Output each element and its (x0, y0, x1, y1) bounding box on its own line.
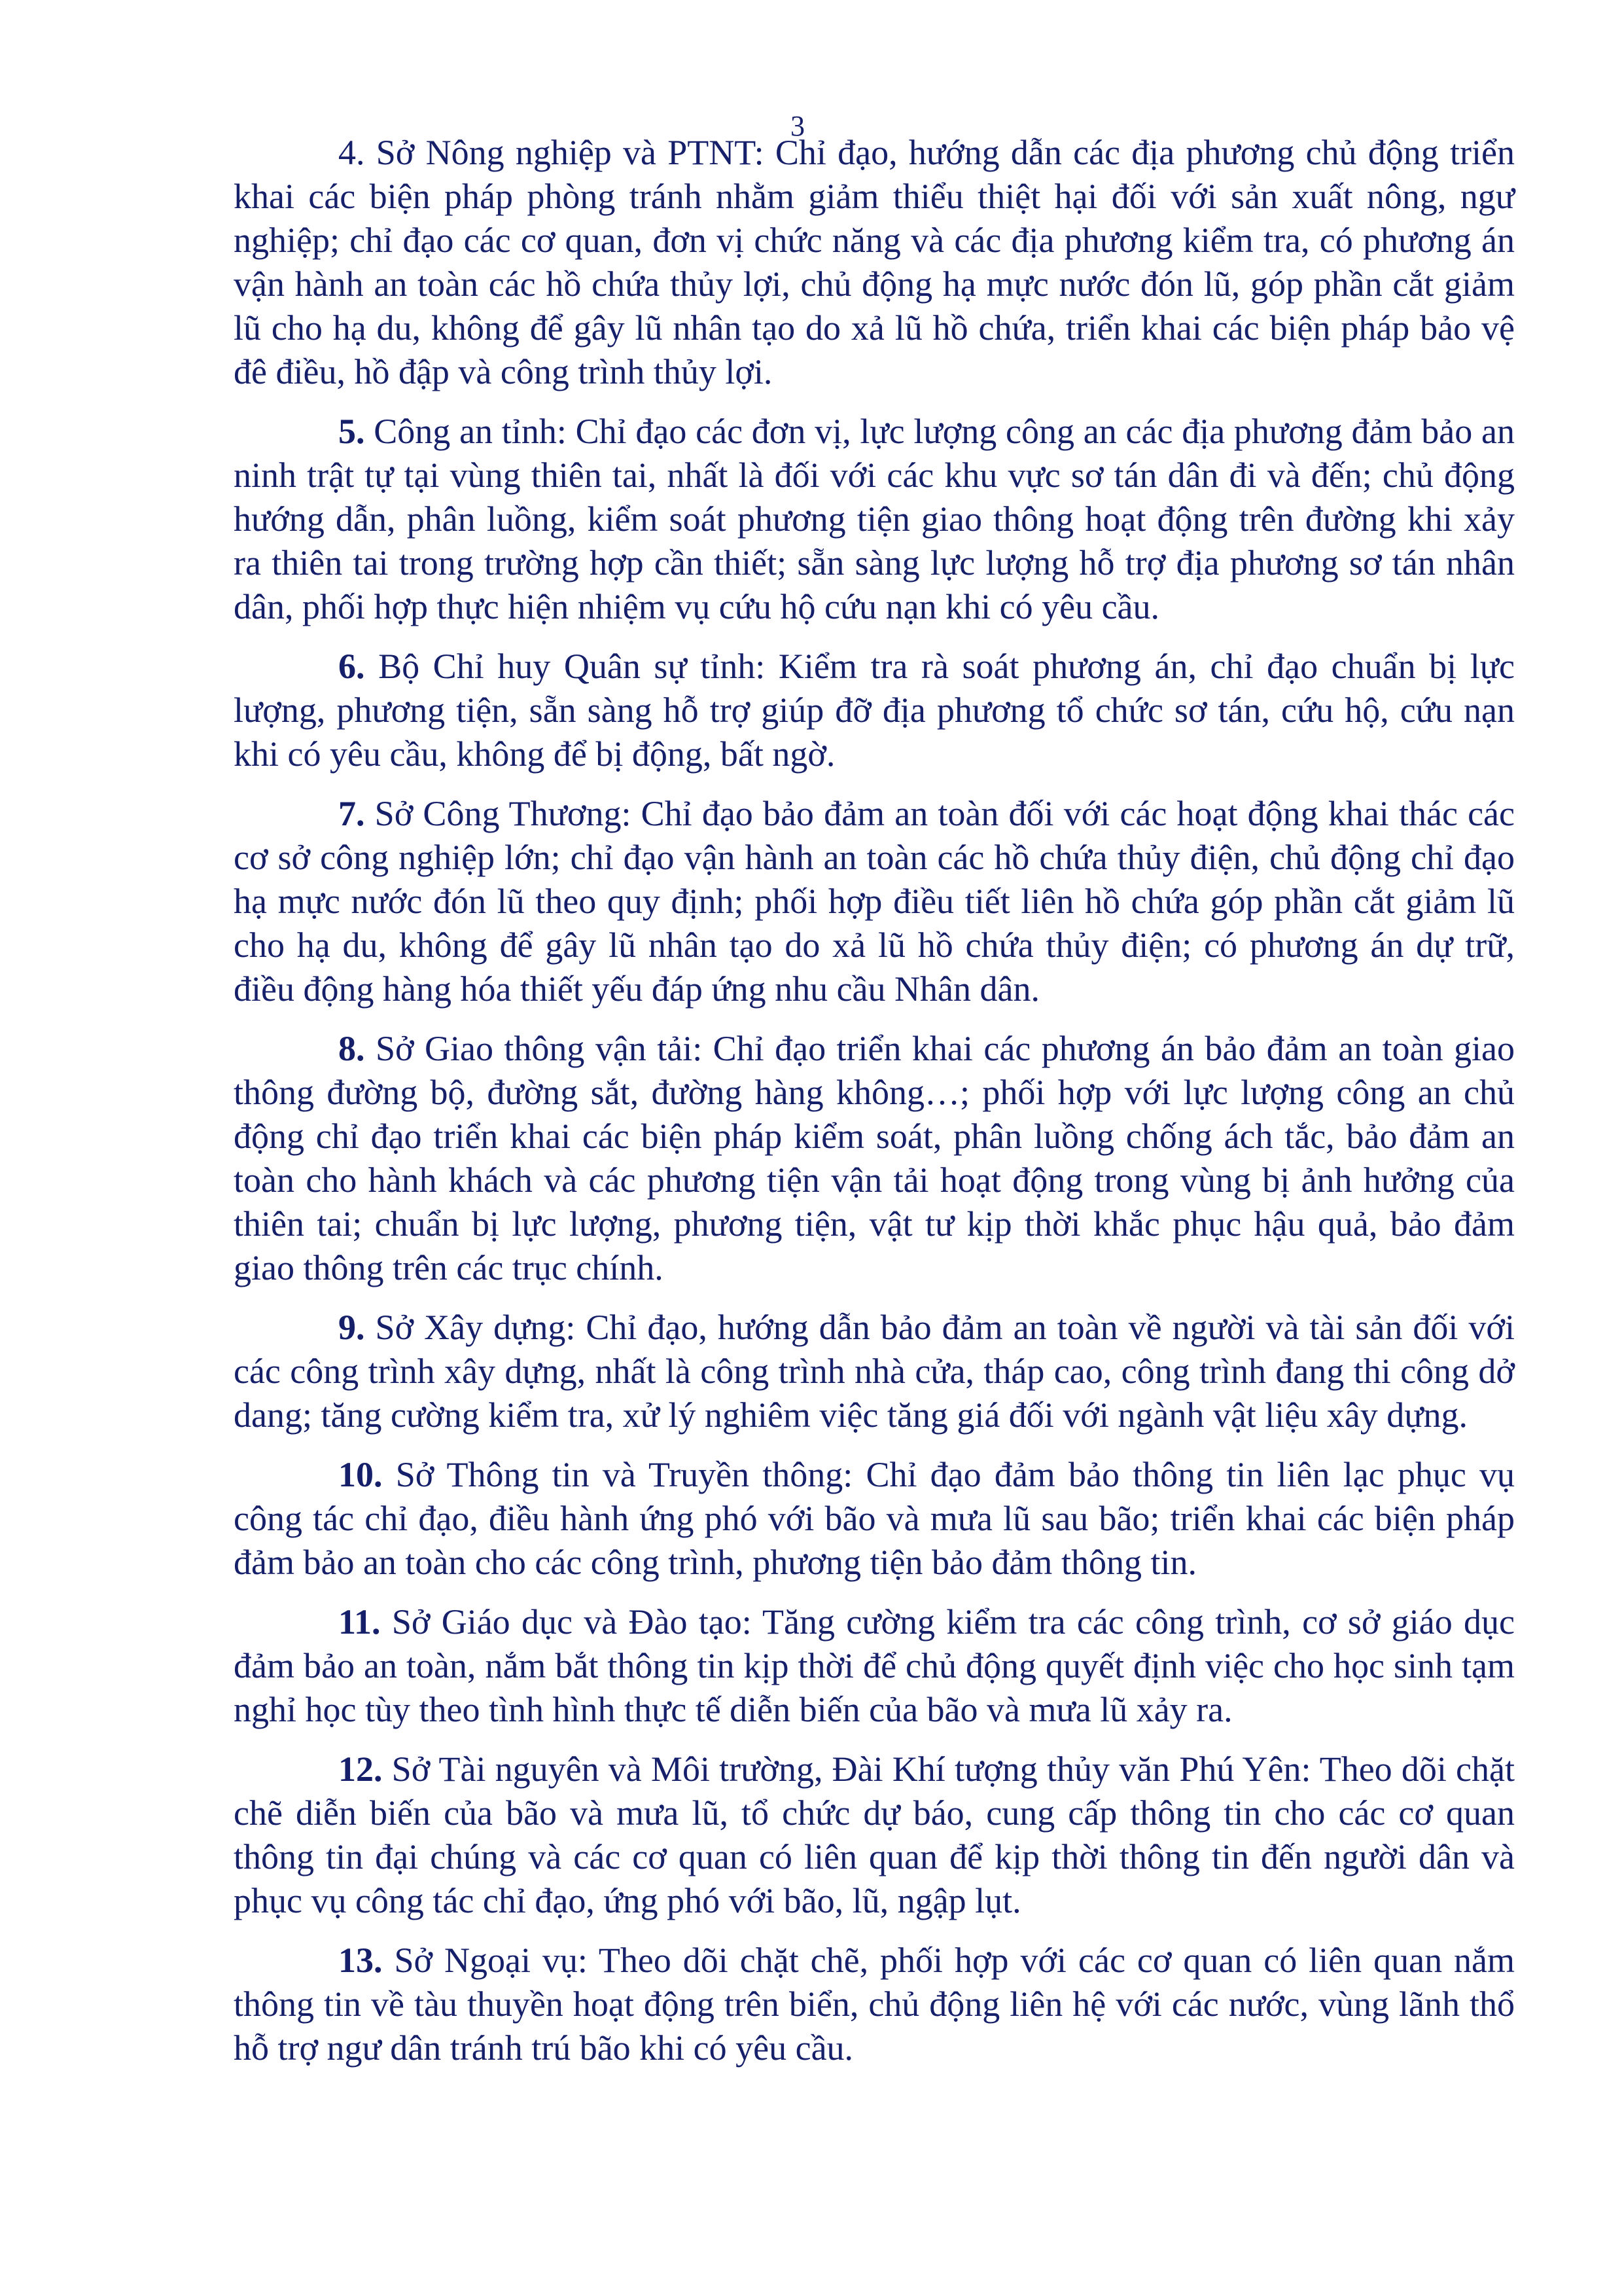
item-number: 10. (338, 1455, 383, 1494)
item-number: 12. (338, 1749, 383, 1789)
paragraph-item-7 (234, 792, 1515, 1011)
paragraph-item-11 (234, 1600, 1515, 1732)
item-number: 6. (338, 647, 365, 686)
paragraph-item-13 (234, 1939, 1515, 2070)
item-text: Sở Giao thông vận tải: Chỉ đạo triển khai các phương án bảo đảm an toàn giao thông đường bộ, đường sắt, đường hàng không…; phối hợp với lực lượng công an chủ động chỉ đạo triển khai các biện pháp kiểm soát, phân luồng chống ách tắc, bảo đảm an toàn cho hành khách và các phương tiện vận tải hoạt động trong vùng bị ảnh hưởng của thiên tai; chuẩn bị lực lượng, phương tiện, vật tư kịp thời khắc phục hậu quả, bảo đảm giao thông trên các trục chính. (234, 1029, 1515, 1287)
paragraph-item-4 (234, 131, 1515, 394)
item-number: 7. (338, 794, 365, 833)
item-text: Sở Công Thương: Chỉ đạo bảo đảm an toàn đối với các hoạt động khai thác các cơ sở công nghiệp lớn; chỉ đạo vận hành an toàn các hồ chứa thủy điện, chủ động chỉ đạo hạ mực nước đón lũ theo quy định; phối hợp điều tiết liên hồ chứa góp phần cắt giảm lũ cho hạ du, không để gây lũ nhân tạo do xả lũ hồ chứa thủy điện; có phương án dự trữ, điều động hàng hóa thiết yếu đáp ứng nhu cầu Nhân dân. (234, 794, 1515, 1009)
item-text: Sở Xây dựng: Chỉ đạo, hướng dẫn bảo đảm an toàn về người và tài sản đối với các công trình xây dựng, nhất là công trình nhà cửa, tháp cao, công trình đang thi công dở dang; tăng cường kiểm tra, xử lý nghiêm việc tăng giá đối với ngành vật liệu xây dựng. (234, 1308, 1515, 1435)
item-number: 5. (338, 412, 365, 451)
item-number: 8. (338, 1029, 365, 1068)
paragraph-item-8 (234, 1027, 1515, 1290)
item-text: Sở Thông tin và Truyền thông: Chỉ đạo đảm bảo thông tin liên lạc phục vụ công tác chỉ đạo, điều hành ứng phó với bão và mưa lũ sau bão; triển khai các biện pháp đảm bảo an toàn cho các công trình, phương tiện bảo đảm thông tin. (234, 1455, 1515, 1582)
item-number: 11. (338, 1602, 381, 1641)
item-text: Sở Ngoại vụ: Theo dõi chặt chẽ, phối hợp với các cơ quan có liên quan nắm thông tin về tàu thuyền hoạt động trên biển, chủ động liên hệ với các nước, vùng lãnh thổ hỗ trợ ngư dân tránh trú bão khi có yêu cầu. (234, 1941, 1515, 2068)
paragraph-item-9 (234, 1306, 1515, 1437)
item-number: 9. (338, 1308, 365, 1347)
paragraph-item-5 (234, 410, 1515, 629)
item-number: 4. (338, 133, 365, 172)
page-number: 3 (790, 110, 805, 142)
paragraph-item-6 (234, 645, 1515, 776)
item-text: Sở Tài nguyên và Môi trường, Đài Khí tượng thủy văn Phú Yên: Theo dõi chặt chẽ diễn biến của bão và mưa lũ, tổ chức dự báo, cung cấp thông tin cho các cơ quan thông tin đại chúng và các cơ quan có liên quan để kịp thời thông tin đến người dân và phục vụ công tác chỉ đạo, ứng phó với bão, lũ, ngập lụt. (234, 1749, 1515, 1920)
item-text: Sở Giáo dục và Đào tạo: Tăng cường kiểm tra các công trình, cơ sở giáo dục đảm bảo an toàn, nắm bắt thông tin kịp thời để chủ động quyết định việc cho học sinh tạm nghỉ học tùy theo tình hình thực tế diễn biến của bão và mưa lũ xảy ra. (234, 1602, 1515, 1729)
item-text: Bộ Chỉ huy Quân sự tỉnh: Kiểm tra rà soát phương án, chỉ đạo chuẩn bị lực lượng, phương tiện, sẵn sàng hỗ trợ giúp đỡ địa phương tổ chức sơ tán, cứu hộ, cứu nạn khi có yêu cầu, không để bị động, bất ngờ. (234, 647, 1515, 774)
item-text: Sở Nông nghiệp và PTNT: Chỉ đạo, hướng dẫn các địa phương chủ động triển khai các biện pháp phòng tránh nhằm giảm thiểu thiệt hại đối với sản xuất nông, ngư nghiệp; chỉ đạo các cơ quan, đơn vị chức năng và các địa phương kiểm tra, có phương án vận hành an toàn các hồ chứa thủy lợi, chủ động hạ mực nước đón lũ, góp phần cắt giảm lũ cho hạ du, không để gây lũ nhân tạo do xả lũ hồ chứa, triển khai các biện pháp bảo vệ đê điều, hồ đập và công trình thủy lợi. (234, 133, 1515, 391)
paragraph-item-12 (234, 1748, 1515, 1923)
item-number: 13. (338, 1941, 383, 1980)
item-text: Công an tỉnh: Chỉ đạo các đơn vị, lực lượng công an các địa phương đảm bảo an ninh trật tự tại vùng thiên tai, nhất là đối với các khu vực sơ tán dân đi và đến; chủ động hướng dẫn, phân luồng, kiểm soát phương tiện giao thông hoạt động trên đường khi xảy ra thiên tai trong trường hợp cần thiết; sẵn sàng lực lượng hỗ trợ địa phương sơ tán nhân dân, phối hợp thực hiện nhiệm vụ cứu hộ cứu nạn khi có yêu cầu. (234, 412, 1515, 626)
paragraph-item-10 (234, 1453, 1515, 1585)
document-body (234, 131, 1515, 2086)
